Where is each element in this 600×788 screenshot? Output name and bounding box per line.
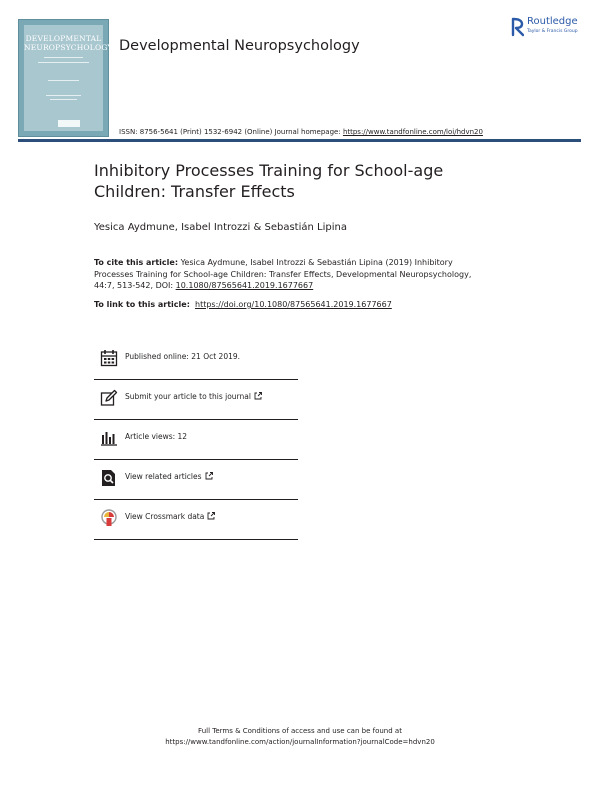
article-views-item [94,420,298,460]
related-articles-link[interactable] [125,472,213,481]
published-online-label: Published online: 21 Oct 2019. [125,352,241,361]
link-label: To link to this article: [94,300,190,309]
article-title: Inhibitory Processes Training for School-age Children: Transfer Effects [94,161,444,201]
journal-homepage-link[interactable]: https://www.tandfonline.com/loi/hdvn20 [342,128,483,136]
submit-article-link[interactable] [125,392,262,401]
issn-line [119,128,483,136]
external-link-icon [254,392,262,400]
header-divider [18,139,581,142]
calendar-icon [100,349,118,367]
external-link-icon [205,472,213,480]
crossmark-item[interactable] [94,500,298,540]
crossmark-label: View Crossmark data [125,512,205,521]
submit-article-item[interactable] [94,380,298,420]
article-info-list [94,340,298,540]
publisher-logo[interactable] [511,16,591,40]
related-articles-item[interactable] [94,460,298,500]
crossmark-link[interactable] [125,512,215,521]
article-authors: Yesica Aydmune, Isabel Introzzi & Sebastián Lipina [94,222,347,233]
submit-article-label: Submit your article to this journal [125,392,251,401]
cover-title: DEVELOPMENTAL NEUROPSYCHOLOGY [24,34,113,52]
doi-link[interactable]: 10.1080/87565641.2019.1677667 [175,281,314,290]
article-url-link[interactable]: https://doi.org/10.1080/87565641.2019.1677667 [195,300,392,309]
journal-title[interactable]: Developmental Neuropsychology [119,38,360,54]
bar-chart-icon [100,429,118,447]
external-link-icon [207,512,215,520]
crossmark-icon [100,509,118,527]
edit-icon [100,389,118,407]
issn-text: ISSN: 8756-5641 (Print) 1532-6942 (Online) Journal homepage: [119,128,343,136]
search-icon [100,469,118,487]
footer [0,726,600,748]
article-link-line [94,300,392,309]
citation-label: To cite this article: [94,258,179,267]
footer-terms-text: Full Terms & Conditions of access and use can be found at [198,727,402,735]
related-articles-label: View related articles [125,472,202,481]
citation-text: Yesica Aydmune, Isabel Introzzi & Sebastián Lipina (2019) Inhibitory Processes Training for School-age Children: Transfer Effects, Developmental Neuropsychology, 44:7, 513-542, DOI: [94,258,472,290]
publisher-tagline: Taylor & Francis Group [527,29,578,34]
journal-cover-image [18,19,113,137]
published-online-item [94,340,298,380]
article-views-label: Article views: 12 [125,432,188,441]
citation-block [94,257,494,292]
routledge-logo-icon [511,17,524,37]
publisher-name: Routledge [527,16,578,27]
footer-terms-link[interactable]: https://www.tandfonline.com/action/journalInformation?journalCode=hdvn20 [165,738,435,746]
